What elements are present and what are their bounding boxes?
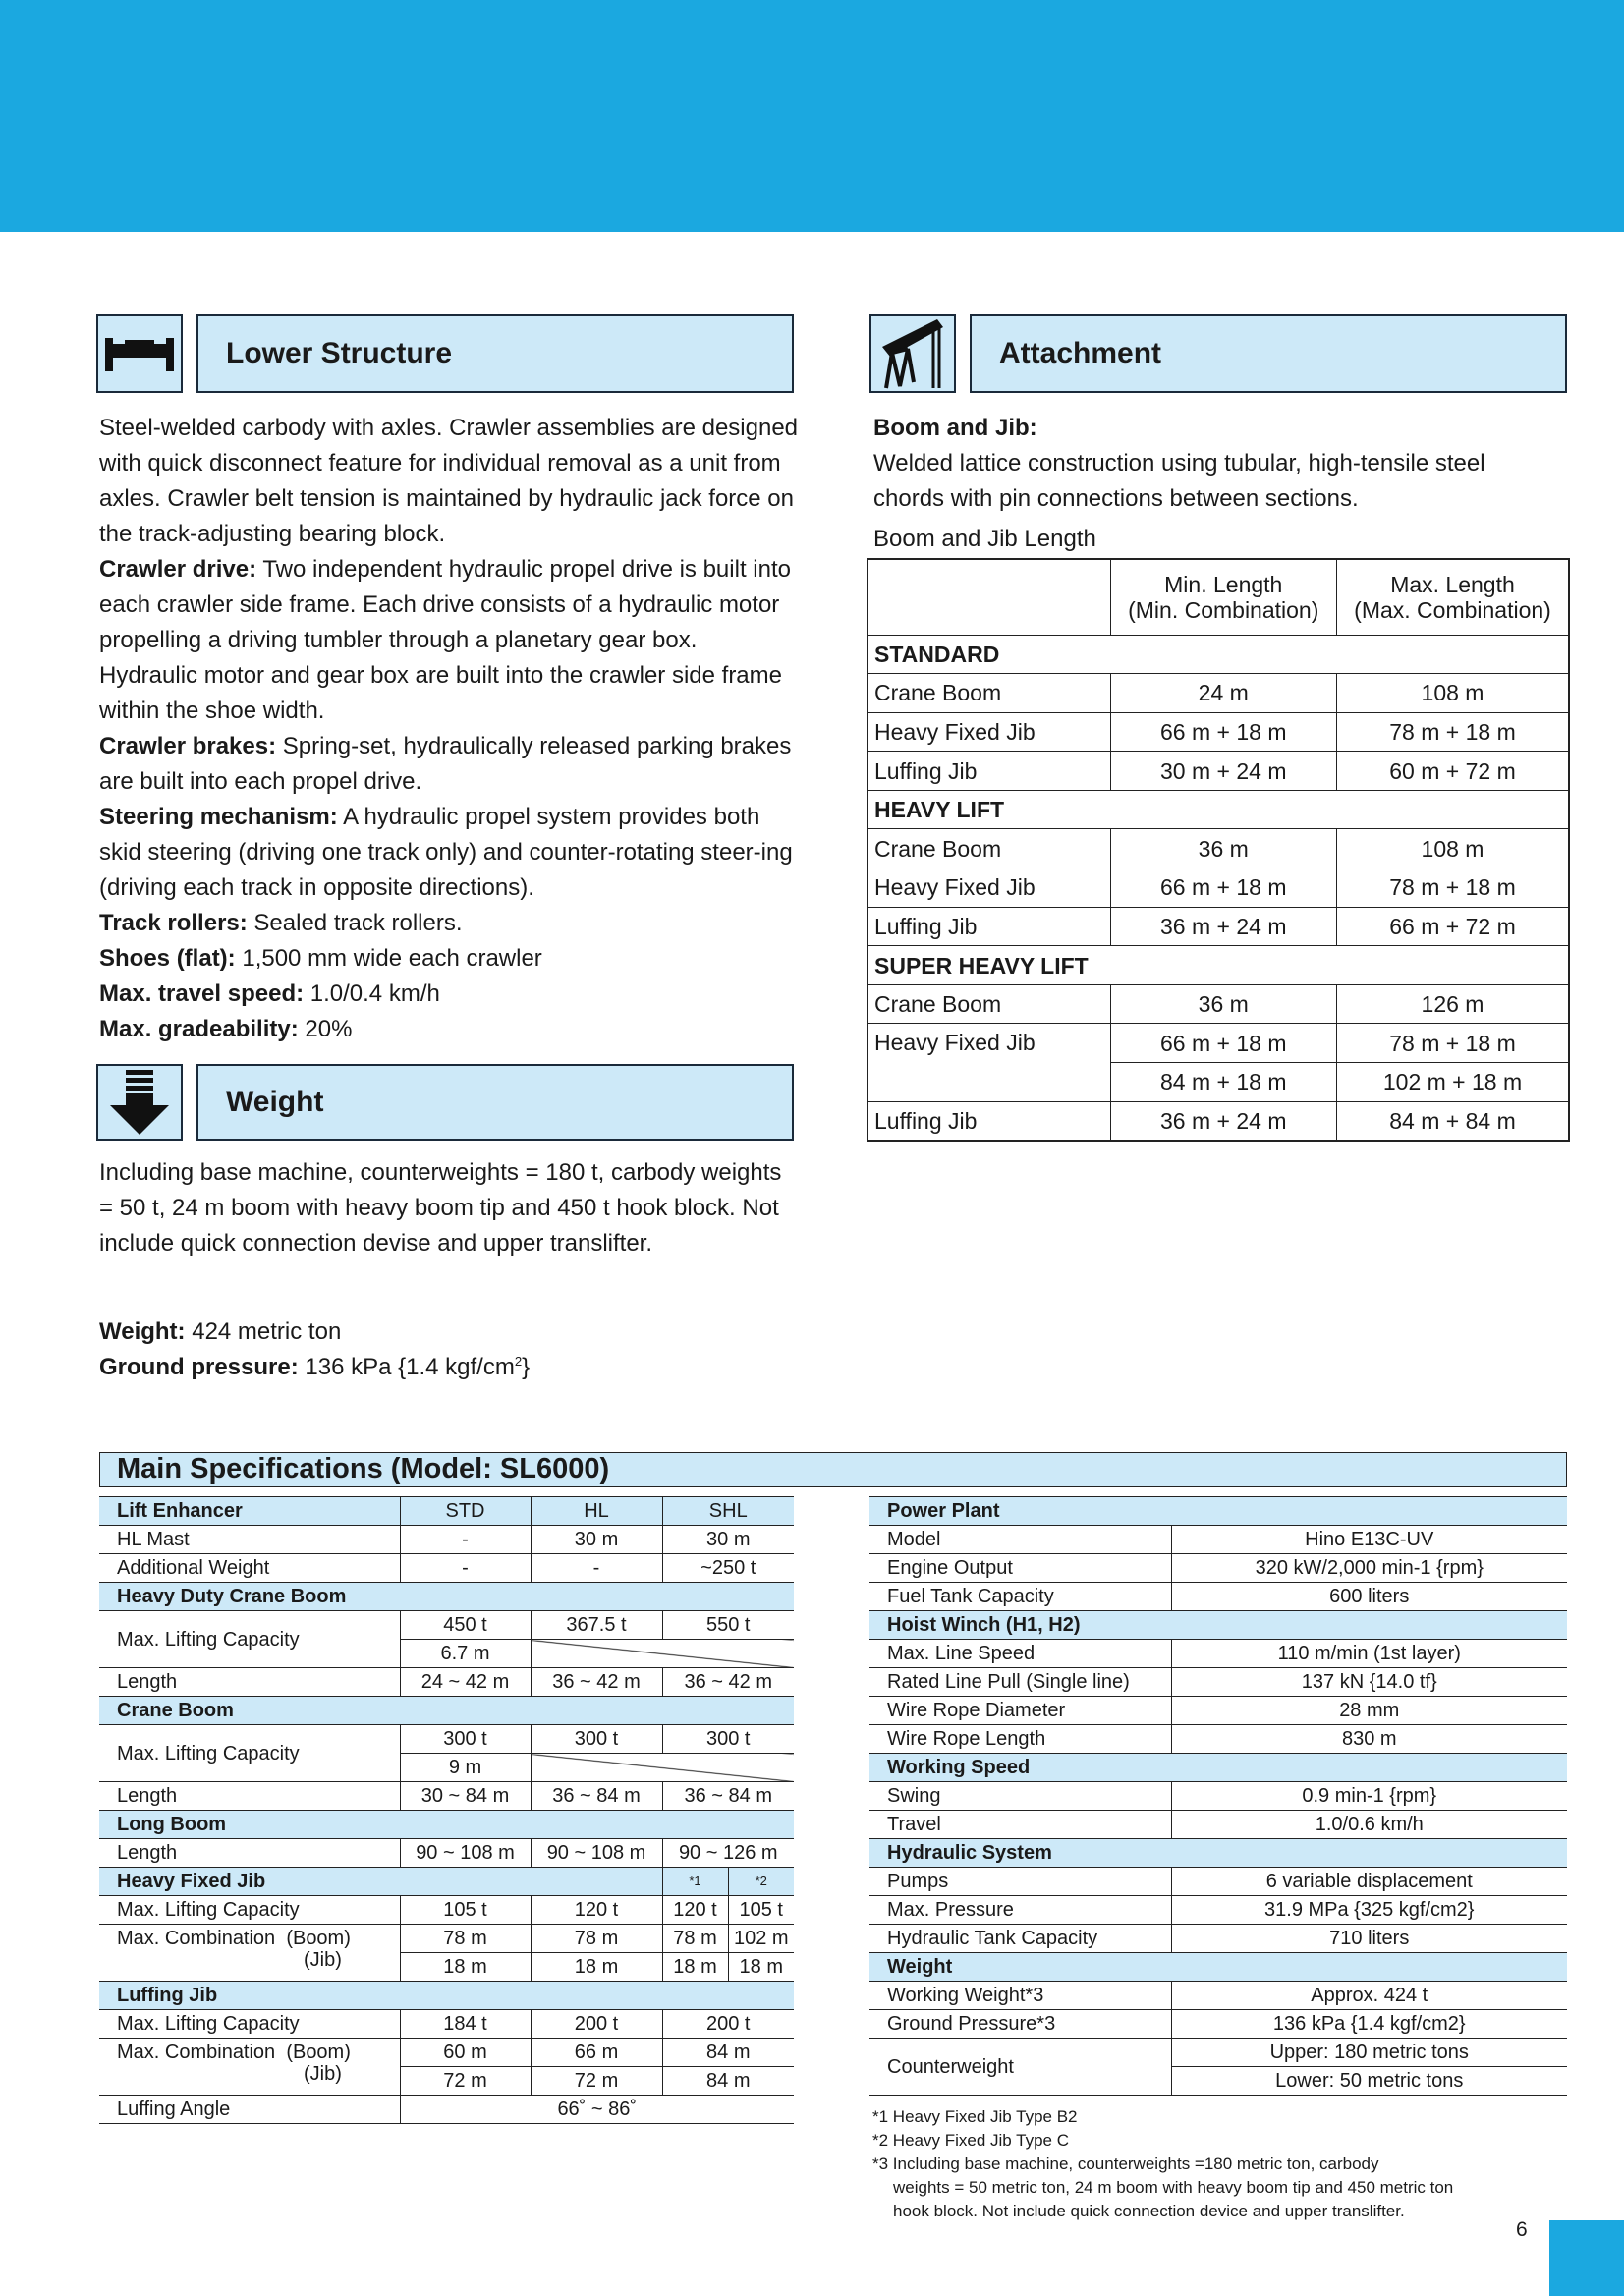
table-row xyxy=(99,1925,794,1953)
table-cell: 102 m xyxy=(728,1925,794,1953)
ground-pressure-label: Ground pressure: xyxy=(99,1354,299,1380)
table-cell: Engine Output xyxy=(869,1554,1171,1583)
table-cell: 18 m xyxy=(531,1953,662,1982)
footnote-3: *3 Including base machine, counterweights =180 metric ton, carbody xyxy=(872,2155,1379,2173)
table-row xyxy=(868,1101,1569,1141)
weight-title: Weight xyxy=(196,1064,794,1141)
text: (Boom) xyxy=(286,1928,351,1949)
table-cell: 126 m xyxy=(1337,984,1570,1024)
table-cell: 90 ~ 126 m xyxy=(662,1839,794,1868)
col-shl: SHL xyxy=(662,1497,794,1526)
table-cell: Luffing Angle xyxy=(99,2096,400,2124)
table-row xyxy=(99,2039,794,2067)
table-row xyxy=(869,1697,1567,1725)
shoes-text: 1,500 mm wide each crawler xyxy=(235,945,542,972)
crawler-brakes-label: Crawler brakes: xyxy=(99,733,277,759)
table-cell: 72 m xyxy=(400,2067,531,2096)
table-cell: 6 variable displacement xyxy=(1171,1868,1567,1896)
table-cell: 36 ~ 84 m xyxy=(662,1782,794,1811)
table-cell: 66 m + 72 m xyxy=(1337,907,1570,946)
table-cell: Fuel Tank Capacity xyxy=(869,1583,1171,1611)
table-cell: 78 m xyxy=(662,1925,728,1953)
table-cell: 66˚ ~ 86˚ xyxy=(400,2096,794,2124)
table-row xyxy=(99,1839,794,1868)
table-cell: - xyxy=(400,1526,531,1554)
table-cell: 78 m + 18 m xyxy=(1337,712,1570,752)
table-cell: 136 kPa {1.4 kgf/cm2} xyxy=(1171,2010,1567,2039)
footnote-3-cont: hook block. Not include quick connection device and upper translifter. xyxy=(893,2202,1405,2220)
table-cell: 0.9 min-1 {rpm} xyxy=(1171,1782,1567,1811)
table-cell: - xyxy=(531,1554,662,1583)
travel-speed-text: 1.0/0.4 km/h xyxy=(304,980,440,1007)
table-cell: 36 m + 24 m xyxy=(1110,907,1337,946)
steering-label: Steering mechanism: xyxy=(99,804,338,830)
table-row xyxy=(99,2010,794,2039)
table-cell: Wire Rope Diameter xyxy=(869,1697,1171,1725)
table-cell: 36 m xyxy=(1110,829,1337,868)
table-cell: Luffing Jib xyxy=(868,907,1110,946)
table-cell: 36 ~ 42 m xyxy=(662,1668,794,1697)
table-cell: Length xyxy=(99,1668,400,1697)
table-row xyxy=(869,1925,1567,1953)
text: (Jib) xyxy=(304,2063,342,2085)
table-cell: 200 t xyxy=(662,2010,794,2039)
table-cell: 28 mm xyxy=(1171,1697,1567,1725)
text: (Min. Combination) xyxy=(1128,596,1319,623)
table-cell: 84 m xyxy=(662,2039,794,2067)
table-cell: Heavy Fixed Jib xyxy=(868,1024,1110,1101)
weight-icon-box xyxy=(96,1064,183,1141)
table-cell: Max. Lifting Capacity xyxy=(99,1896,400,1925)
table-row xyxy=(869,1526,1567,1554)
footnote-2: *2 Heavy Fixed Jib Type C xyxy=(872,2131,1069,2150)
ground-pressure-end: } xyxy=(522,1354,531,1380)
lift-enhancer-table xyxy=(99,1496,794,2124)
table-row xyxy=(99,1868,794,1896)
lower-structure-icon-box xyxy=(96,314,183,393)
section-standard: STANDARD xyxy=(868,635,1569,674)
table-cell: 78 m xyxy=(531,1925,662,1953)
table-cell: 30 m xyxy=(531,1526,662,1554)
table-cell: 184 t xyxy=(400,2010,531,2039)
table-row xyxy=(868,829,1569,868)
table-cell: 78 m xyxy=(400,1925,531,1953)
diagonal-cell xyxy=(531,1640,794,1668)
col-max xyxy=(1337,559,1570,635)
table-row xyxy=(868,984,1569,1024)
text: Max. Combination xyxy=(117,1928,276,1949)
table-row xyxy=(99,1497,794,1526)
table-cell: 108 m xyxy=(1337,829,1570,868)
table-row xyxy=(99,1782,794,1811)
table-cell: 66 m + 18 m xyxy=(1110,1024,1337,1063)
table-cell: Max. Lifting Capacity xyxy=(99,2010,400,2039)
table-cell: Crane Boom xyxy=(868,829,1110,868)
table-cell: Additional Weight xyxy=(99,1554,400,1583)
table-row xyxy=(99,1611,794,1640)
section-hoist-winch: Hoist Winch (H1, H2) xyxy=(869,1611,1567,1640)
table-row xyxy=(869,1611,1567,1640)
section-heavy-fixed-jib: Heavy Fixed Jib xyxy=(99,1868,662,1896)
boom-jib-heading: Boom and Jib: xyxy=(873,415,1037,441)
col-hl: HL xyxy=(531,1497,662,1526)
table-row xyxy=(868,907,1569,946)
table-cell: 550 t xyxy=(662,1611,794,1640)
table-cell: 450 t xyxy=(400,1611,531,1640)
table-cell: 78 m + 18 m xyxy=(1337,1024,1570,1063)
table-row xyxy=(869,1640,1567,1668)
table-row xyxy=(869,1811,1567,1839)
table-row xyxy=(99,1697,794,1725)
attachment-title: Attachment xyxy=(970,314,1567,393)
col-min xyxy=(1110,559,1337,635)
travel-speed-label: Max. travel speed: xyxy=(99,980,305,1007)
header-banner xyxy=(0,0,1624,232)
empty-header xyxy=(868,559,1110,635)
crawler-drive-text: Two independent hydraulic propel drive is built into each crawler side frame. Each drive consists of a hydraulic motor propelling a driving tumbler through a planetary gear box. Hydraulic motor and gear box are built into the crawler side frame within the shoe width. xyxy=(99,556,791,724)
table-cell: 84 m + 18 m xyxy=(1110,1063,1337,1102)
footnote-3-cont: weights = 50 metric ton, 24 m boom with heavy boom tip and 450 metric ton xyxy=(893,2178,1454,2197)
table-cell: 18 m xyxy=(400,1953,531,1982)
table-cell: Approx. 424 t xyxy=(1171,1982,1567,2010)
table-cell: 60 m + 72 m xyxy=(1337,752,1570,791)
boom-jib-text: Welded lattice construction using tubular, high-tensile steel chords with pin connections between sections. xyxy=(873,450,1485,512)
table-cell: Luffing Jib xyxy=(868,752,1110,791)
gradeability-text: 20% xyxy=(298,1016,353,1042)
table-row xyxy=(869,1668,1567,1697)
steering-text: A hydraulic propel system provides both skid steering (driving one track only) and counter-rotating steer-ing (driving each track in opposite directions). xyxy=(99,804,793,901)
lower-structure-intro: Steel-welded carbody with axles. Crawler assemblies are designed with quick disconnect feature for individual removal as a unit from axles. Crawler belt tension is maintained by hydraulic jack force on the track-adjusting bearing block. xyxy=(99,415,799,547)
table-row xyxy=(868,946,1569,985)
section-working-speed: Working Speed xyxy=(869,1754,1567,1782)
table-cell: 600 liters xyxy=(1171,1583,1567,1611)
attachment-text xyxy=(873,411,1561,517)
section-weight: Weight xyxy=(869,1953,1567,1982)
table-row xyxy=(99,1554,794,1583)
table-cell: 36 ~ 84 m xyxy=(531,1782,662,1811)
table-cell: Wire Rope Length xyxy=(869,1725,1171,1754)
table-cell: 31.9 MPa {325 kgf/cm2} xyxy=(1171,1896,1567,1925)
table-cell: 300 t xyxy=(662,1725,794,1754)
down-arrow-icon xyxy=(110,1070,169,1135)
table-cell: *2 xyxy=(728,1868,794,1896)
table-cell: 105 t xyxy=(728,1896,794,1925)
table-cell: Upper: 180 metric tons xyxy=(1171,2039,1567,2067)
table-row xyxy=(869,1953,1567,1982)
table-cell: 110 m/min (1st layer) xyxy=(1171,1640,1567,1668)
table-row xyxy=(869,1497,1567,1526)
crawler-icon xyxy=(103,332,176,375)
crawler-drive-label: Crawler drive: xyxy=(99,556,257,583)
table-row xyxy=(868,868,1569,908)
table-row xyxy=(868,790,1569,829)
table-cell: 367.5 t xyxy=(531,1611,662,1640)
table-cell: 137 kN {14.0 tf} xyxy=(1171,1668,1567,1697)
table-cell: 120 t xyxy=(662,1896,728,1925)
table-cell: 320 kW/2,000 min-1 {rpm} xyxy=(1171,1554,1567,1583)
table-cell: Crane Boom xyxy=(868,984,1110,1024)
working-weight-label: Working Weight*3 xyxy=(869,1982,1171,2010)
page-corner-block xyxy=(1549,2220,1624,2296)
table-row xyxy=(869,1554,1567,1583)
table-cell: Max. Line Speed xyxy=(869,1640,1171,1668)
table-cell: 6.7 m xyxy=(400,1640,531,1668)
table-cell: 300 t xyxy=(531,1725,662,1754)
table-cell: Max. Lifting Capacity xyxy=(99,1725,400,1782)
table-cell: 84 m + 84 m xyxy=(1337,1101,1570,1141)
table-cell: 30 m + 24 m xyxy=(1110,752,1337,791)
table-cell: 710 liters xyxy=(1171,1925,1567,1953)
diagonal-cell xyxy=(531,1754,794,1782)
table-cell: Luffing Jib xyxy=(868,1101,1110,1141)
section-crane-boom: Crane Boom xyxy=(99,1697,794,1725)
table-row xyxy=(869,1754,1567,1782)
table-cell: Pumps xyxy=(869,1868,1171,1896)
gradeability-label: Max. gradeability: xyxy=(99,1016,299,1042)
table-cell: Model xyxy=(869,1526,1171,1554)
footnote-1: *1 Heavy Fixed Jib Type B2 xyxy=(872,2107,1078,2126)
table-cell: 66 m + 18 m xyxy=(1110,712,1337,752)
table-row xyxy=(869,1896,1567,1925)
table-row xyxy=(99,1811,794,1839)
weight-values xyxy=(99,1315,799,1385)
table-cell xyxy=(99,2039,400,2096)
table-cell: Hydraulic Tank Capacity xyxy=(869,1925,1171,1953)
table-cell: 9 m xyxy=(400,1754,531,1782)
table-caption: Boom and Jib Length xyxy=(873,526,1096,552)
table-row xyxy=(99,1725,794,1754)
table-row xyxy=(868,1024,1569,1063)
table-cell: Length xyxy=(99,1782,400,1811)
table-row xyxy=(868,674,1569,713)
ground-pressure-spec-label: Ground Pressure*3 xyxy=(869,2010,1171,2039)
table-row xyxy=(869,1982,1567,2010)
table-row xyxy=(868,712,1569,752)
table-cell: HL Mast xyxy=(99,1526,400,1554)
table-cell: 66 m xyxy=(531,2039,662,2067)
text: (Boom) xyxy=(286,2042,351,2063)
table-row xyxy=(868,752,1569,791)
table-cell: 200 t xyxy=(531,2010,662,2039)
table-row xyxy=(99,1982,794,2010)
table-cell: 72 m xyxy=(531,2067,662,2096)
table-cell: 30 m xyxy=(662,1526,794,1554)
table-cell: *1 xyxy=(662,1868,728,1896)
table-row xyxy=(99,1526,794,1554)
section-luffing-jib: Luffing Jib xyxy=(99,1982,794,2010)
table-row xyxy=(868,635,1569,674)
table-cell: Max. Pressure xyxy=(869,1896,1171,1925)
shoes-label: Shoes (flat): xyxy=(99,945,236,972)
text: Min. Length xyxy=(1164,571,1283,597)
table-row xyxy=(99,2096,794,2124)
table-cell: ~250 t xyxy=(662,1554,794,1583)
table-cell: 30 ~ 84 m xyxy=(400,1782,531,1811)
text: Max. Length xyxy=(1390,571,1515,597)
table-row xyxy=(869,1839,1567,1868)
table-cell: - xyxy=(400,1554,531,1583)
table-cell: 36 ~ 42 m xyxy=(531,1668,662,1697)
table-cell: Lower: 50 metric tons xyxy=(1171,2067,1567,2096)
table-row xyxy=(868,559,1569,635)
table-row xyxy=(869,1782,1567,1811)
table-cell: 102 m + 18 m xyxy=(1337,1063,1570,1102)
lower-structure-text xyxy=(99,411,799,1047)
table-cell: 830 m xyxy=(1171,1725,1567,1754)
table-cell: 24 m xyxy=(1110,674,1337,713)
table-cell: Heavy Fixed Jib xyxy=(868,712,1110,752)
table-cell: Max. Lifting Capacity xyxy=(99,1611,400,1668)
table-cell: 18 m xyxy=(728,1953,794,1982)
table-row xyxy=(869,1868,1567,1896)
table-cell: 60 m xyxy=(400,2039,531,2067)
table-cell xyxy=(99,1925,400,1982)
track-rollers-label: Track rollers: xyxy=(99,910,248,936)
table-cell: Length xyxy=(99,1839,400,1868)
boom-jib-length-table xyxy=(867,558,1570,1142)
table-cell: 300 t xyxy=(400,1725,531,1754)
table-row xyxy=(99,1896,794,1925)
table-cell: 1.0/0.6 km/h xyxy=(1171,1811,1567,1839)
table-cell: 120 t xyxy=(531,1896,662,1925)
table-cell: 36 m + 24 m xyxy=(1110,1101,1337,1141)
section-super-heavy-lift: SUPER HEAVY LIFT xyxy=(868,946,1569,985)
weight-label: Weight: xyxy=(99,1318,186,1345)
weight-value: 424 metric ton xyxy=(185,1318,342,1345)
counterweight-label: Counterweight xyxy=(869,2039,1171,2096)
attachment-icon-box xyxy=(869,314,956,393)
table-cell: 24 ~ 42 m xyxy=(400,1668,531,1697)
table-cell: Swing xyxy=(869,1782,1171,1811)
table-cell: 78 m + 18 m xyxy=(1337,868,1570,908)
main-specs-title: Main Specifications (Model: SL6000) xyxy=(99,1452,1567,1487)
table-cell: 18 m xyxy=(662,1953,728,1982)
text: (Jib) xyxy=(304,1949,342,1971)
table-cell: Rated Line Pull (Single line) xyxy=(869,1668,1171,1697)
table-cell: 105 t xyxy=(400,1896,531,1925)
section-long-boom: Long Boom xyxy=(99,1811,794,1839)
section-heavy-lift: HEAVY LIFT xyxy=(868,790,1569,829)
boom-lattice-icon xyxy=(878,317,947,390)
text: Max. Combination xyxy=(117,2042,276,2063)
lift-enhancer-header: Lift Enhancer xyxy=(99,1497,400,1526)
table-cell: 84 m xyxy=(662,2067,794,2096)
ground-pressure-value: 136 kPa {1.4 kgf/cm xyxy=(298,1354,515,1380)
table-cell: 90 ~ 108 m xyxy=(400,1839,531,1868)
text: (Max. Combination) xyxy=(1354,596,1551,623)
table-row xyxy=(869,2010,1567,2039)
table-row xyxy=(99,1583,794,1611)
weight-text: Including base machine, counterweights = 180 t, carbody weights = 50 t, 24 m boom with heavy boom tip and 450 t hook block. Not include quick connection devise and upper translifter. xyxy=(99,1159,782,1257)
track-rollers-text: Sealed track rollers. xyxy=(247,910,463,936)
table-cell: Travel xyxy=(869,1811,1171,1839)
footnotes xyxy=(872,2105,1580,2223)
table-row xyxy=(869,1725,1567,1754)
table-cell: 66 m + 18 m xyxy=(1110,868,1337,908)
table-cell: 90 ~ 108 m xyxy=(531,1839,662,1868)
machine-specs-table xyxy=(869,1496,1567,2096)
ground-pressure-sup: 2 xyxy=(514,1354,523,1369)
table-cell: Hino E13C-UV xyxy=(1171,1526,1567,1554)
table-cell: Crane Boom xyxy=(868,674,1110,713)
lower-structure-title: Lower Structure xyxy=(196,314,794,393)
table-cell: 36 m xyxy=(1110,984,1337,1024)
table-row xyxy=(869,1583,1567,1611)
page-number: 6 xyxy=(1516,2218,1528,2241)
table-cell: 108 m xyxy=(1337,674,1570,713)
col-std: STD xyxy=(400,1497,531,1526)
table-row xyxy=(99,1668,794,1697)
section-power-plant: Power Plant xyxy=(869,1497,1567,1526)
table-row xyxy=(869,2039,1567,2067)
table-cell: Heavy Fixed Jib xyxy=(868,868,1110,908)
section-hydraulic-system: Hydraulic System xyxy=(869,1839,1567,1868)
crawler-brakes-text: Spring-set, hydraulically released parking brakes are built into each propel drive. xyxy=(99,733,792,795)
section-heavy-duty-crane-boom: Heavy Duty Crane Boom xyxy=(99,1583,794,1611)
